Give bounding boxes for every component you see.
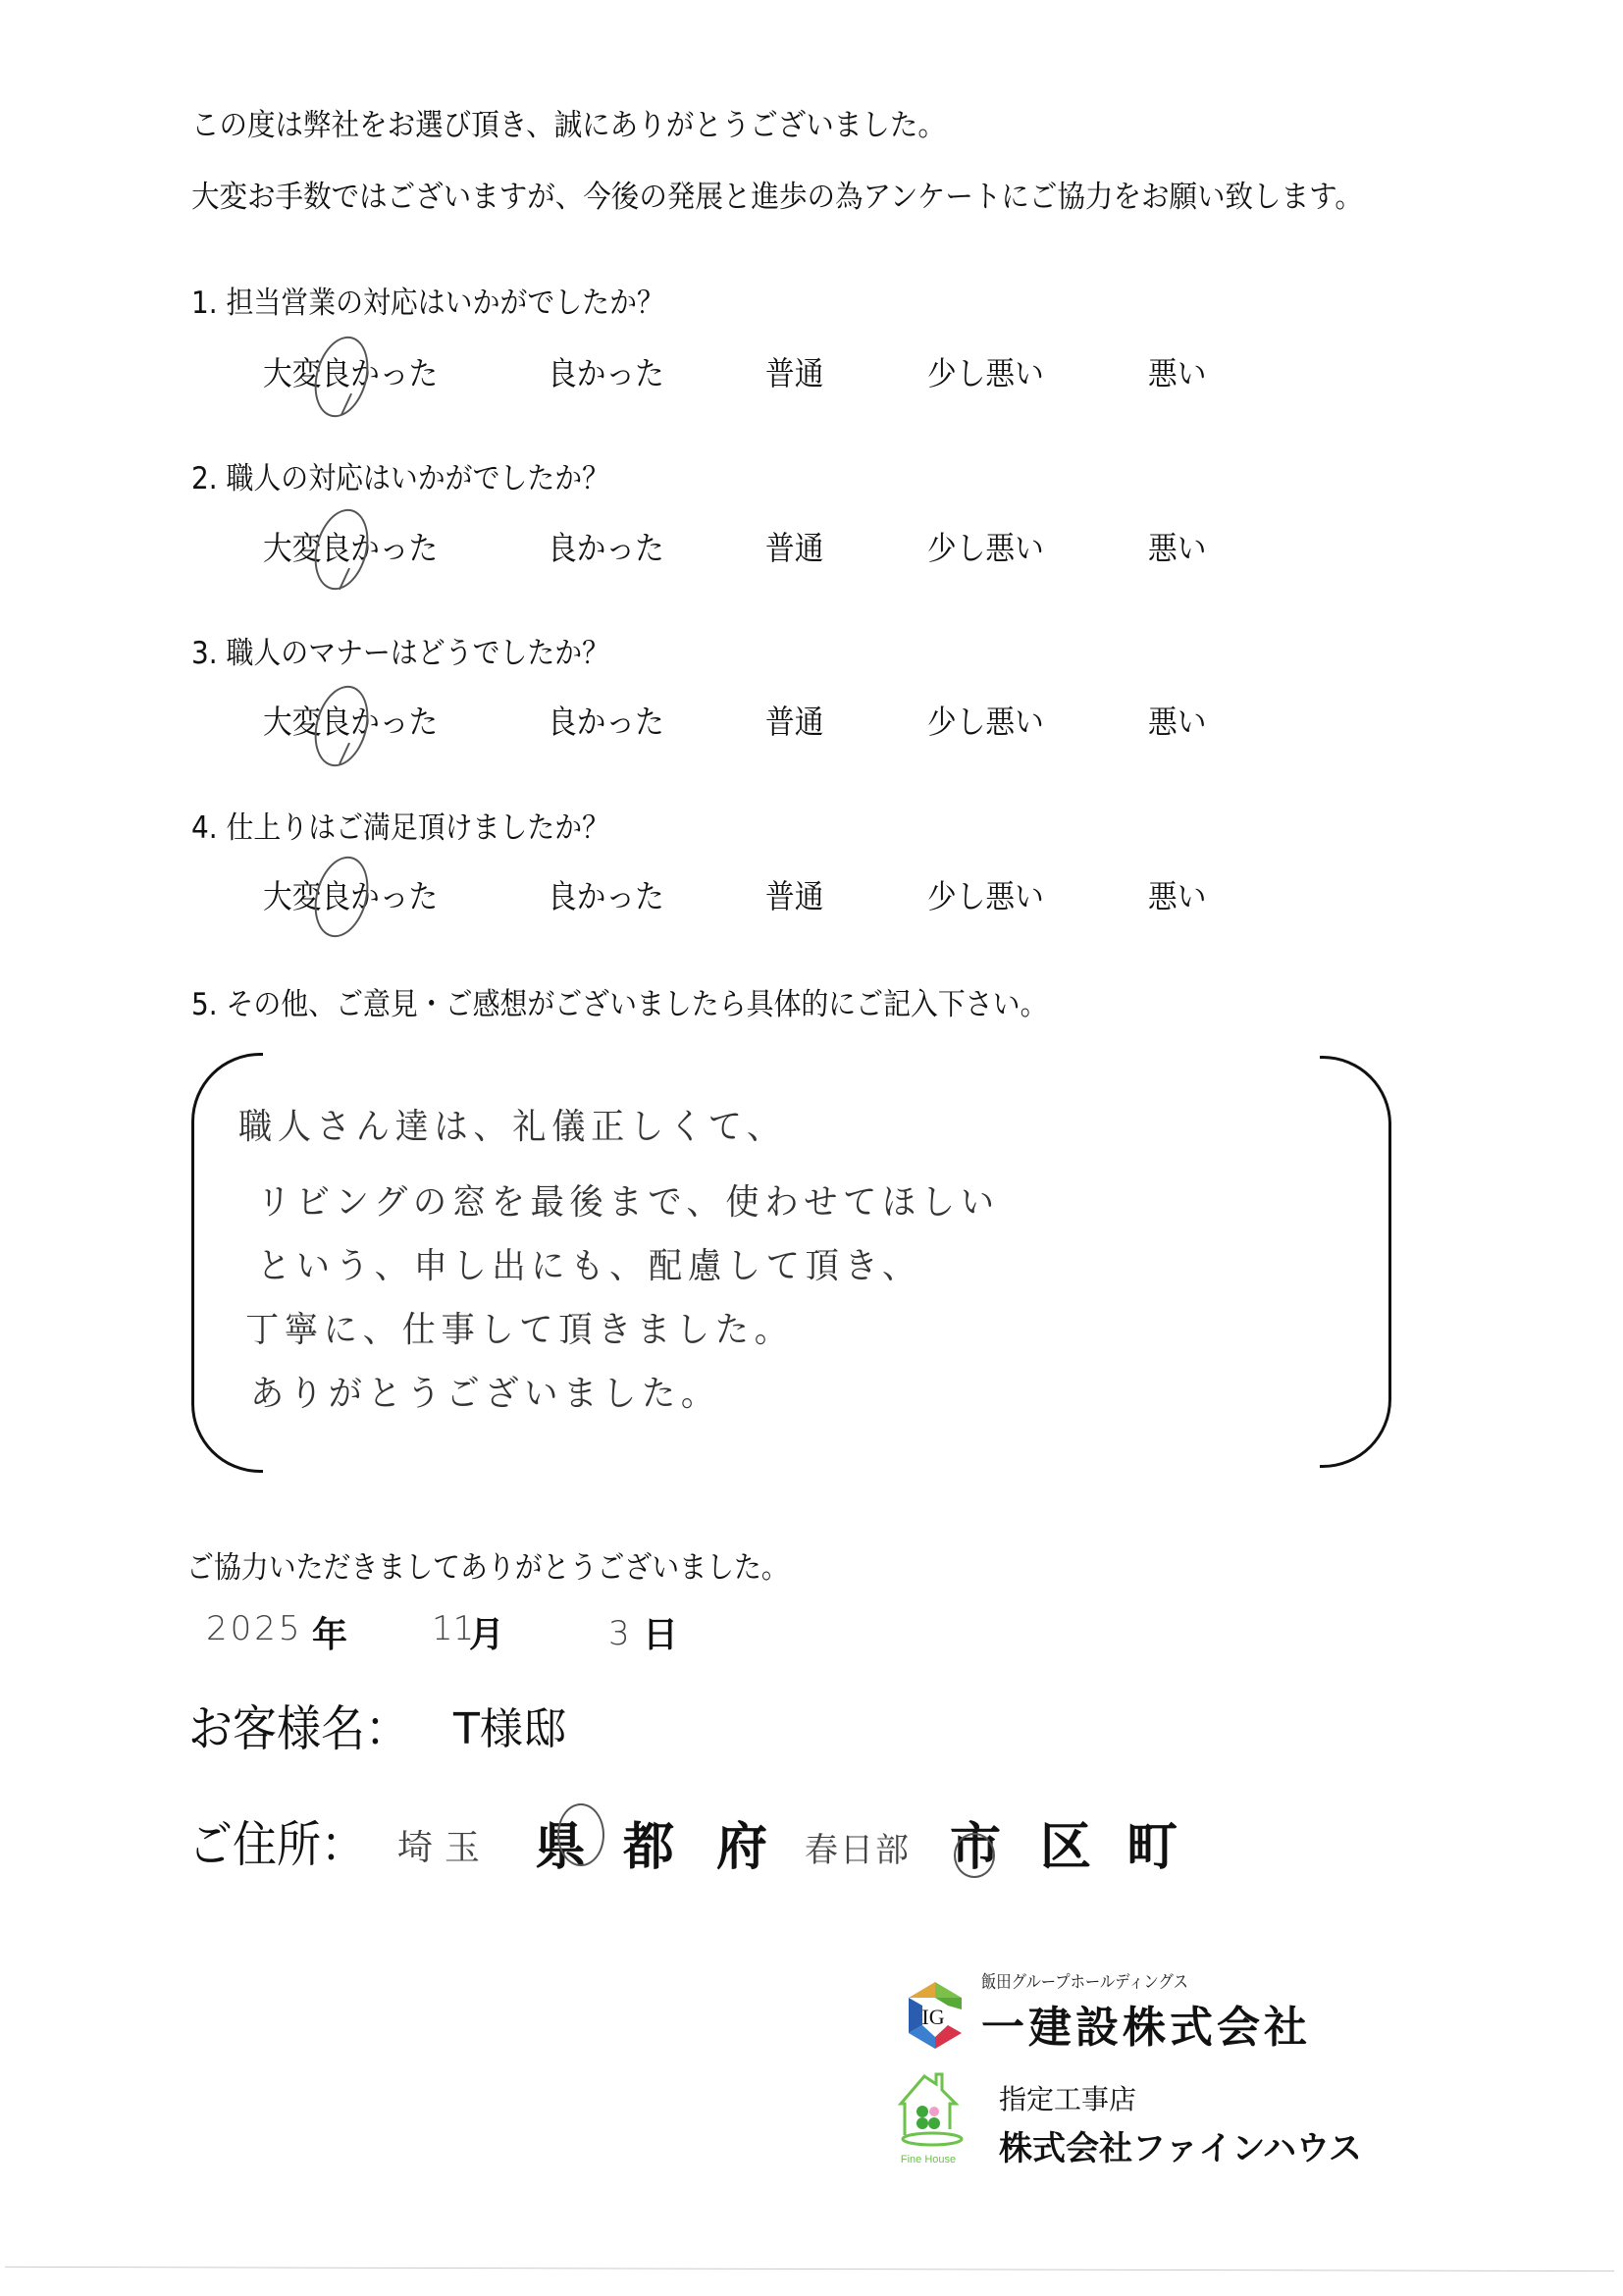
q4-option-slightly-bad[interactable]: 少し悪い: [927, 877, 1044, 915]
date-month-label: 月: [469, 1615, 505, 1655]
comment-line-4: 丁寧に、仕事して頂きました。: [245, 1310, 794, 1350]
group-name: 飯田グループホールディングス: [981, 1972, 1188, 1993]
comment-line-2: リビングの窓を最後まで、使わせてほしい: [257, 1182, 1000, 1223]
q1-option-normal[interactable]: 普通: [765, 354, 824, 392]
address-label: ご住所：: [188, 1816, 365, 1873]
address-pref-option-fu[interactable]: 府: [716, 1818, 768, 1877]
fine-house-logo-icon: [897, 2068, 975, 2171]
q2-option-bad[interactable]: 悪い: [1148, 529, 1207, 567]
q2-option-slightly-bad[interactable]: 少し悪い: [927, 529, 1044, 567]
q4-option-very-good[interactable]: 大変良かった: [263, 877, 439, 915]
comments-label: 5. その他、ご意見・ご感想がございましたら具体的にご記入下さい。: [191, 987, 1048, 1022]
q4-option-good[interactable]: 良かった: [548, 877, 664, 915]
scan-edge-line: [5, 2267, 1614, 2271]
q1-option-very-good[interactable]: 大変良かった: [263, 354, 439, 392]
q2-option-very-good[interactable]: 大変良かった: [263, 529, 439, 567]
address-city-option-machi[interactable]: 町: [1126, 1818, 1178, 1877]
q3-option-very-good[interactable]: 大変良かった: [263, 703, 439, 741]
q1-option-slightly-bad[interactable]: 少し悪い: [927, 354, 1044, 392]
address-city-handwritten[interactable]: 春日部: [805, 1831, 911, 1870]
address-pref-option-ken[interactable]: 県: [535, 1818, 587, 1877]
date-month-value[interactable]: 11: [432, 1609, 475, 1648]
address-city-selection-circle: [954, 1833, 995, 1878]
q4-option-normal[interactable]: 普通: [765, 877, 824, 915]
ig-logo-text: IG: [921, 2005, 945, 2029]
question-4-label: 4. 仕上りはご満足頂けましたか？: [191, 810, 610, 846]
date-year-label: 年: [312, 1615, 348, 1655]
q2-option-normal[interactable]: 普通: [765, 529, 824, 567]
comment-line-1: 職人さん達は、礼儀正しくて、: [238, 1107, 786, 1147]
question-3-label: 3. 職人のマナーはどうでしたか？: [191, 636, 610, 671]
address-prefecture-handwritten[interactable]: 埼玉: [397, 1828, 493, 1868]
date-day-label: 日: [643, 1615, 679, 1655]
q2-option-good[interactable]: 良かった: [548, 529, 664, 567]
q4-selection-circle: [306, 851, 377, 944]
customer-name-label: お客様名：: [188, 1700, 409, 1757]
comment-line-3: という、申し出にも、配慮して頂き、: [257, 1246, 921, 1286]
date-day-value[interactable]: 3: [608, 1614, 630, 1653]
fine-house-logo-text: Fine House: [900, 2154, 957, 2166]
q1-option-bad[interactable]: 悪い: [1148, 354, 1207, 392]
q4-option-bad[interactable]: 悪い: [1148, 877, 1207, 915]
closing-text: ご協力いただきましてありがとうございました。: [186, 1550, 789, 1586]
ig-hexagon-logo-icon: [905, 1980, 966, 2051]
address-pref-selection-circle: [557, 1803, 604, 1866]
q1-option-good[interactable]: 良かった: [548, 354, 664, 392]
q3-option-slightly-bad[interactable]: 少し悪い: [927, 703, 1044, 741]
address-city-option-ku[interactable]: 区: [1040, 1818, 1092, 1877]
intro-line-2: 大変お手数ではございますが、今後の発展と進歩の為アンケートにご協力をお願い致します。: [191, 180, 1363, 215]
q1-selection-circle: [306, 331, 377, 424]
customer-name-value[interactable]: T様邸: [453, 1704, 566, 1754]
date-year-value[interactable]: 2025: [206, 1609, 303, 1648]
designated-contractor-label: 指定工事店: [999, 2083, 1137, 2115]
address-city-option-shi[interactable]: 市: [950, 1818, 1002, 1877]
comment-box-right-bracket: [1320, 1056, 1391, 1468]
q3-option-bad[interactable]: 悪い: [1148, 703, 1207, 741]
comment-line-5: ありがとうございました。: [250, 1374, 720, 1414]
address-pref-option-to[interactable]: 都: [623, 1818, 675, 1877]
company-name: 一建設株式会社: [981, 2003, 1311, 2053]
q3-option-good[interactable]: 良かった: [548, 703, 664, 741]
question-1-label: 1. 担当営業の対応はいかがでしたか？: [191, 286, 664, 321]
question-2-label: 2. 職人の対応はいかがでしたか？: [191, 461, 610, 496]
q3-option-normal[interactable]: 普通: [765, 703, 824, 741]
intro-line-1: この度は弊社をお選び頂き、誠にありがとうございました。: [191, 108, 946, 143]
contractor-company-name: 株式会社ファインハウス: [999, 2129, 1362, 2168]
